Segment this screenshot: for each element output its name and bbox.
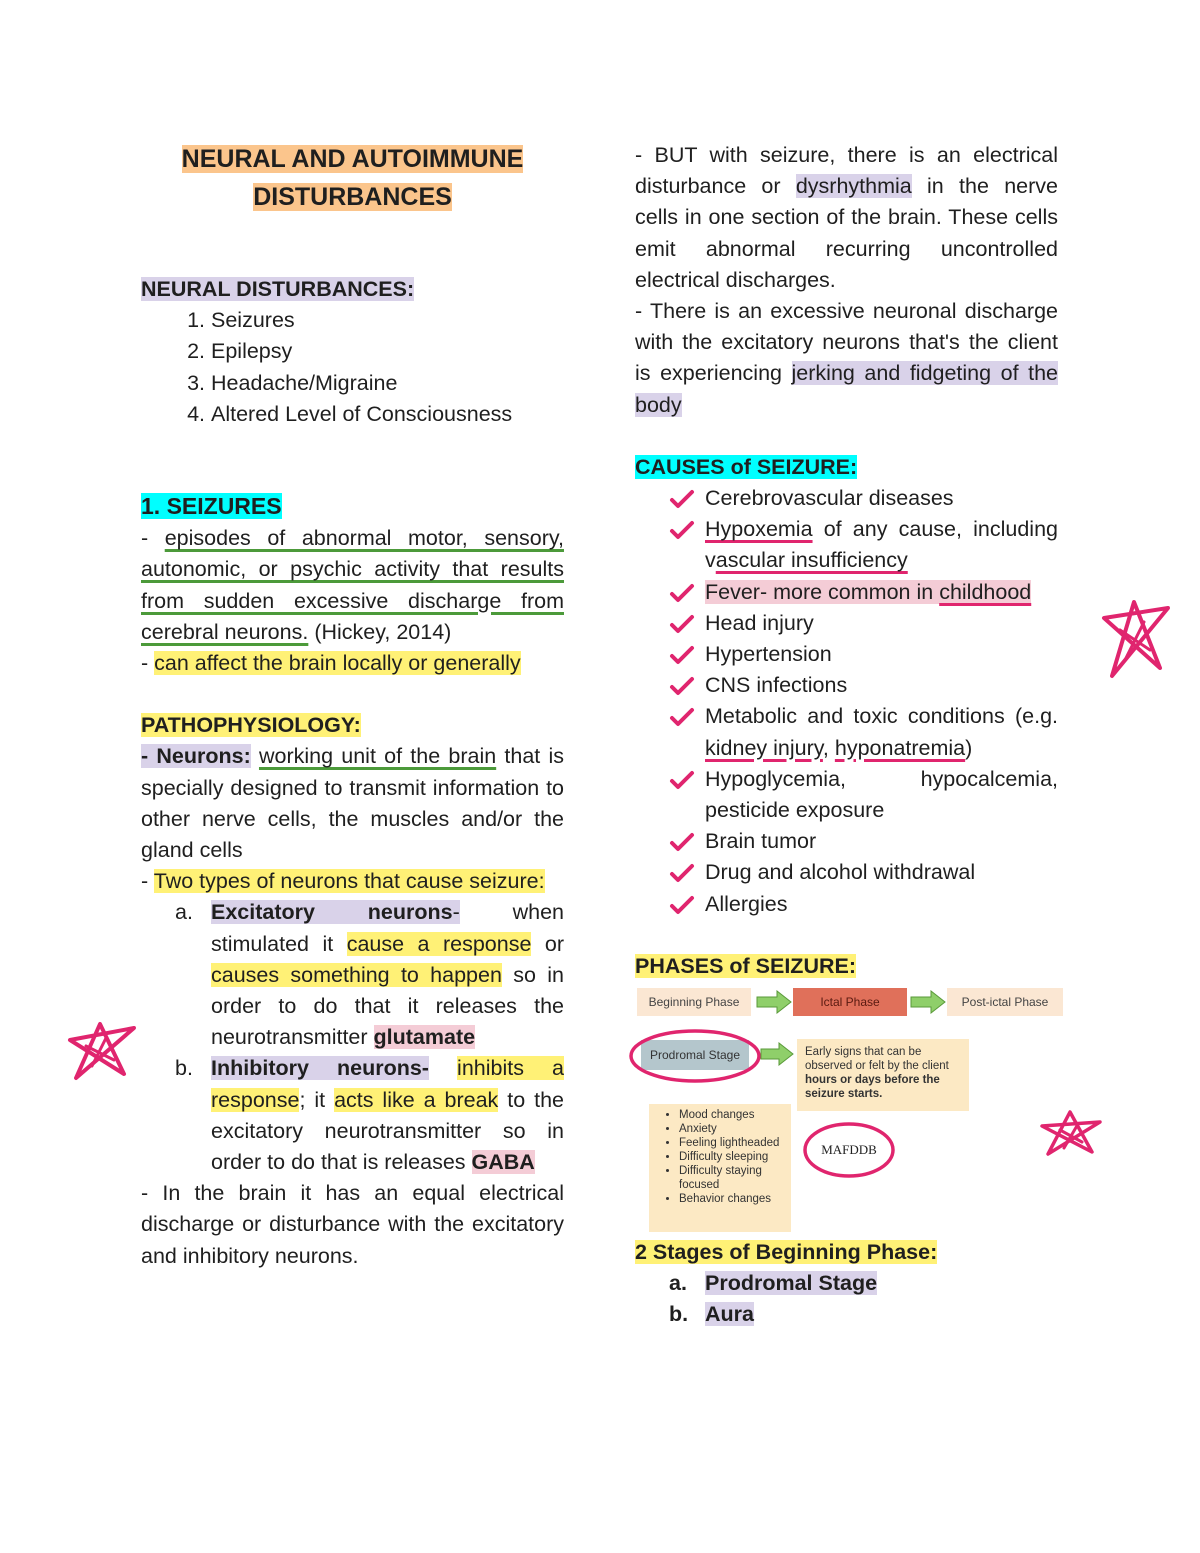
- stages-section: [635, 1237, 1058, 1331]
- right-column: [635, 140, 1058, 1331]
- type-highlight: acts like a break: [334, 1087, 499, 1112]
- definition-text: episodes of abnormal motor, sensory, autonomic, or psychic activity that results from sudden excessive discharge from cerebral neurons.: [141, 526, 564, 644]
- type-text: or: [531, 931, 564, 956]
- cause-highlight: Fever-: [705, 579, 768, 604]
- arrow-icon: [909, 990, 947, 1014]
- early-signs-note: [797, 1039, 969, 1111]
- neural-item: 3. Headache/Migraine: [211, 368, 564, 399]
- cause-item: [705, 577, 1058, 608]
- stage-item: [669, 1299, 1058, 1330]
- two-types-prefix: -: [141, 869, 154, 894]
- paragraph-text: in the nerve cells in one section of the brain. These cells emit abnormal recurring uncontrolled electrical discharges.: [635, 174, 1059, 292]
- sign-item: • Difficulty sleeping: [679, 1150, 789, 1164]
- paragraph-text: - There is an excessive neuronal discharge with the excitatory neurons that's the client is experiencing: [635, 299, 1058, 386]
- cause-text: Allergies: [705, 891, 788, 916]
- neurons-underline: working unit of the brain: [258, 744, 497, 769]
- neural-item: 2. Epilepsy: [211, 336, 564, 367]
- prodromal-stage-box: Prodromal Stage: [641, 1040, 749, 1070]
- dysrhythmia-term: dysrhythmia: [795, 174, 912, 199]
- local-text: can affect the brain locally or generally: [154, 651, 521, 676]
- sign-item: • Difficulty staying focused: [679, 1164, 789, 1192]
- stage-item: [669, 1268, 1058, 1299]
- patho-section: [141, 710, 564, 1272]
- paragraph-text: - BUT with seizure, there is an electrical disturbance or: [635, 143, 1058, 199]
- neuron-type-inhibitory: [175, 1053, 565, 1178]
- title-line-1: NEURAL AND AUTOIMMUNE: [181, 145, 524, 173]
- jerking-term: jerking and fidgeting of the body: [635, 361, 1058, 417]
- two-types: [141, 866, 564, 897]
- cause-text: Cerebrovascular diseases: [705, 486, 954, 511]
- note-text: Early signs that can be observed or felt by the client: [805, 1046, 949, 1073]
- page-title: [141, 140, 564, 216]
- check-icon: [669, 701, 695, 732]
- cause-underline: Hypoxemia: [705, 517, 813, 542]
- neuron-type-excitatory: [175, 897, 565, 1053]
- type-dash: -: [452, 900, 460, 925]
- list-marker: b.: [669, 1302, 689, 1327]
- type-name: Excitatory neurons: [211, 900, 453, 925]
- phases-section: [635, 951, 1058, 1239]
- check-icon: [669, 857, 695, 888]
- cause-item: [705, 483, 1058, 514]
- seizures-section: [141, 491, 564, 679]
- beginning-phase-box: Beginning Phase: [637, 988, 751, 1016]
- stage-label: Aura: [705, 1302, 754, 1327]
- cause-text: Head injury: [705, 610, 814, 635]
- neuron-types-list: [141, 897, 564, 1178]
- star-icon: [1098, 598, 1174, 684]
- star-icon: [62, 1020, 142, 1086]
- citation: (Hickey, 2014): [314, 619, 452, 644]
- cause-item: [705, 639, 1058, 670]
- neural-heading: NEURAL DISTURBANCES:: [141, 277, 415, 301]
- type-highlight: cause a response: [346, 931, 532, 956]
- list-marker: a.: [669, 1271, 687, 1296]
- sign-item: • Anxiety: [679, 1122, 789, 1136]
- star-icon: [1036, 1108, 1106, 1160]
- cause-item: [705, 608, 1058, 639]
- cause-text: Hypertension: [705, 642, 832, 667]
- type-name: Inhibitory neurons-: [211, 1056, 429, 1081]
- type-text: so in order to do that it releases the neurotransmitter: [211, 962, 565, 1050]
- check-icon: [669, 889, 695, 920]
- phases-heading: PHASES of SEIZURE:: [635, 953, 856, 978]
- post-ictal-phase-box: Post-ictal Phase: [947, 988, 1063, 1016]
- causes-list: [635, 483, 1058, 920]
- cause-item: [705, 764, 1058, 826]
- sign-item: • Mood changes: [679, 1108, 789, 1122]
- cause-highlight: more common in: [767, 579, 940, 604]
- neurons-paragraph: [141, 741, 564, 866]
- stages-heading: 2 Stages of Beginning Phase:: [635, 1240, 938, 1265]
- list-marker: b.: [175, 1056, 193, 1081]
- cause-text: Brain tumor: [705, 829, 817, 854]
- cause-text: Metabolic and toxic conditions (e.g.: [705, 704, 1058, 729]
- two-types-text: Two types of neurons that cause seizure:: [153, 869, 545, 894]
- ictal-phase-box: Ictal Phase: [793, 988, 907, 1016]
- check-icon: [669, 826, 695, 857]
- cause-text: CNS infections: [705, 673, 848, 698]
- type-text: when stimulated it: [211, 900, 565, 956]
- left-column: [141, 140, 564, 1272]
- causes-section: [635, 452, 1058, 920]
- stage-label: Prodromal Stage: [705, 1271, 878, 1296]
- balance-paragraph: - In the brain it has an equal electrical discharge or disturbance with the excitatory and inhibitory neurons.: [141, 1181, 564, 1268]
- cause-item: [705, 670, 1058, 701]
- list-marker: a.: [175, 900, 193, 925]
- cause-underline: kidney injury: [705, 735, 823, 760]
- note-bold: hours or days before the seizure starts.: [805, 1074, 940, 1101]
- sign-item: • Behavior changes: [679, 1192, 789, 1206]
- arrow-icon: [759, 1042, 795, 1066]
- seizures-heading: 1. SEIZURES: [141, 493, 282, 520]
- cause-item: [705, 857, 1058, 888]
- local-prefix: -: [141, 651, 155, 676]
- sign-item: • Feeling lightheaded: [679, 1136, 789, 1150]
- type-text: ; it: [299, 1087, 335, 1112]
- signs-note: [649, 1104, 791, 1232]
- cause-item: [705, 889, 1058, 920]
- dysrhythmia-paragraph: [635, 140, 1058, 296]
- cause-item: [705, 701, 1058, 763]
- check-icon: [669, 670, 695, 701]
- check-icon: [669, 483, 695, 514]
- signs-list: [651, 1108, 789, 1206]
- cause-item: [705, 514, 1058, 576]
- check-icon: [669, 514, 695, 545]
- neural-item: 1. Seizures: [211, 305, 564, 336]
- causes-heading: CAUSES of SEIZURE:: [635, 454, 858, 479]
- cause-underline: hyponatremia: [834, 735, 966, 760]
- cause-text: of any cause, including v: [705, 517, 1058, 573]
- stages-list: [635, 1268, 1058, 1330]
- mnemonic: MAFDDB: [821, 1142, 877, 1158]
- type-text: [429, 1056, 457, 1080]
- check-icon: [669, 639, 695, 670]
- cause-text: Drug and alcohol withdrawal: [705, 860, 976, 885]
- definition-prefix: -: [141, 526, 165, 551]
- neurotransmitter: glutamate: [373, 1025, 476, 1050]
- neural-item: 4. Altered Level of Consciousness: [211, 399, 564, 430]
- neural-list: [141, 305, 564, 430]
- cause-underline: ascular insufficiency: [715, 548, 908, 573]
- cause-underline: childhood: [939, 579, 1032, 604]
- title-line-2: DISTURBANCES: [253, 183, 452, 211]
- type-text: to the excitatory neurotransmitter so in order to do that is releases: [211, 1087, 565, 1175]
- cause-item: [705, 826, 1058, 857]
- neurotransmitter: GABA: [471, 1150, 535, 1175]
- cause-text: ,: [822, 735, 835, 760]
- local-note: [141, 648, 564, 679]
- excessive-discharge-paragraph: [635, 296, 1058, 421]
- patho-heading: PATHOPHYSIOLOGY:: [141, 713, 361, 738]
- cause-text: ): [965, 735, 973, 760]
- cause-text: Hypoglycemia, hypocalcemia, pesticide exposure: [705, 766, 1058, 823]
- neurons-label: - Neurons:: [141, 744, 251, 769]
- type-highlight: inhibits a response: [211, 1056, 564, 1112]
- circle-mark-icon: [625, 1026, 765, 1086]
- check-icon: [669, 608, 695, 639]
- arrow-icon: [755, 990, 793, 1014]
- seizure-definition: [141, 523, 564, 648]
- neural-section: [141, 274, 564, 430]
- neurons-rest: that is specially designed to transmit information to other nerve cells, the muscles and/or the gland cells: [141, 744, 564, 863]
- phases-diagram: [635, 984, 1075, 1239]
- type-highlight: causes something to happen: [211, 962, 502, 987]
- check-icon: [669, 577, 695, 608]
- check-icon: [669, 764, 695, 795]
